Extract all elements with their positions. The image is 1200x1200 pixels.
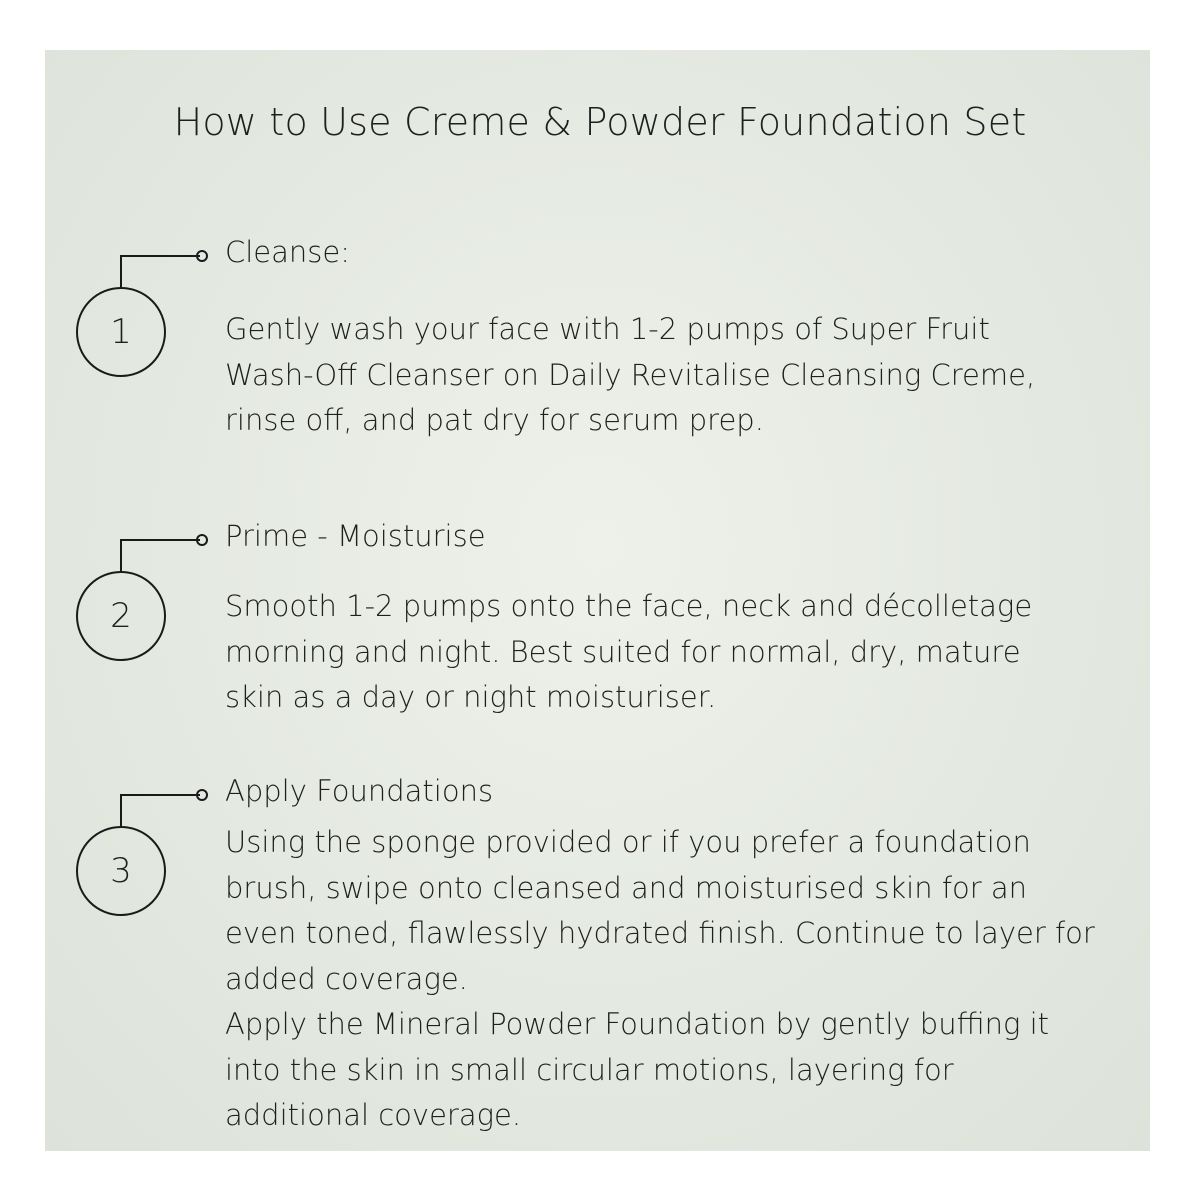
step-connector-line <box>120 794 200 828</box>
step-heading: Prime - Moisturise <box>225 519 486 553</box>
step-connector-line <box>120 255 200 289</box>
step-number-badge: 3 <box>76 826 166 916</box>
step-heading: Cleanse: <box>225 235 351 269</box>
step-number-badge: 1 <box>76 287 166 377</box>
step-paragraph: Using the sponge provided or if you prefer a foundation brush, swipe onto cleansed and moisturised skin for an even toned, flawlessly hydrated finish. Continue to layer for added coverage. <box>225 825 1095 996</box>
connector-dot-icon <box>196 534 208 546</box>
step-number-badge: 2 <box>76 571 166 661</box>
step-paragraph: Smooth 1-2 pumps onto the face, neck and décolletage morning and night. Best suited for normal, dry, mature skin as a day or night moisturiser. <box>225 589 1033 714</box>
step-description <box>225 820 1105 1139</box>
step-connector-line <box>120 539 200 573</box>
step-description <box>225 307 1065 444</box>
step-paragraph: Gently wash your face with 1-2 pumps of Super Fruit Wash-Off Cleanser on Daily Revitalise Cleansing Creme, rinse off, and pat dry for serum prep. <box>225 312 1036 437</box>
step-description <box>225 584 1055 721</box>
connector-dot-icon <box>196 250 208 262</box>
step-paragraph: Apply the Mineral Powder Foundation by gently buffing it into the skin in small circular motions, layering for additional coverage. <box>225 1007 1050 1132</box>
step-heading: Apply Foundations <box>225 774 494 808</box>
connector-dot-icon <box>196 789 208 801</box>
page-title: How to Use Creme & Powder Foundation Set <box>173 100 1027 144</box>
